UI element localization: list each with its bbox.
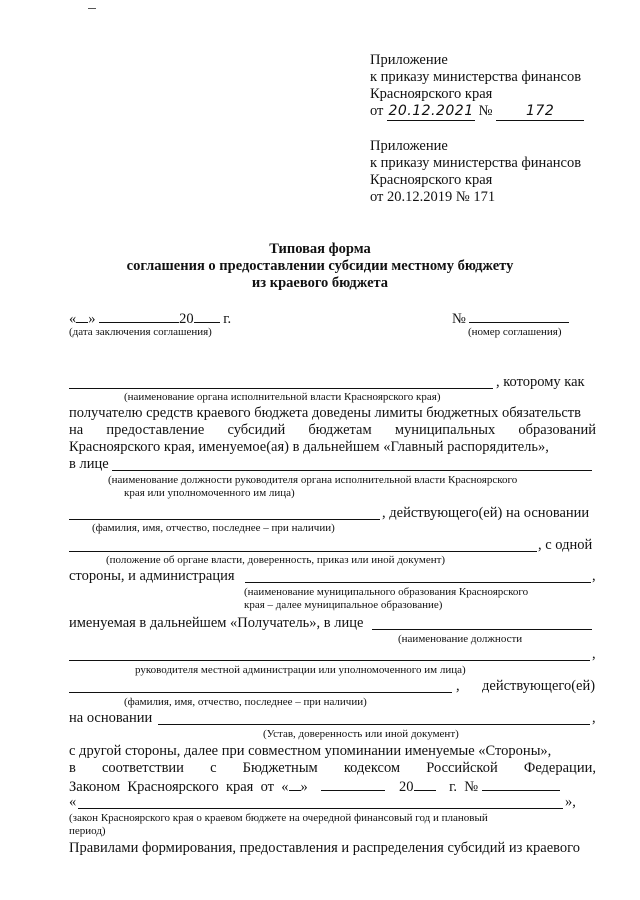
appendix-1-date-row: [370, 103, 584, 121]
law-day-blank[interactable]: [289, 777, 301, 791]
number-caption: (номер соглашения): [468, 326, 562, 338]
title-line3: из краевого бюджета: [251, 275, 389, 291]
appendix-2-line3: Красноярского края: [370, 172, 493, 188]
storony-text: стороны, и администрация: [69, 568, 235, 584]
p1-line3: Красноярского края, именуемое(ая) в дальнейшем «Главный распорядитель»,: [69, 439, 549, 455]
appendix-2-line2: к приказу министерства финансов: [370, 155, 582, 171]
fio2-caption: (фамилия, имя, отчество, последнее – при наличии): [124, 696, 367, 708]
ruk-blank[interactable]: [69, 660, 590, 661]
law-year-blank[interactable]: [414, 777, 436, 791]
municipality-blank[interactable]: [245, 582, 591, 583]
appendix-2-line1: Приложение: [370, 138, 448, 154]
organ-caption: (наименование органа исполнительной власти Красноярского края): [124, 391, 441, 403]
date-caption: (дата заключения соглашения): [69, 326, 212, 338]
appendix-1-line1: Приложение: [370, 52, 448, 68]
na-osnovanii-text: на основании: [69, 710, 153, 726]
imenuemaya-text: именуемая в дальнейшем «Получатель», в лице: [69, 615, 364, 631]
ustav-caption: (Устав, доверенность или иной документ): [263, 728, 459, 740]
appendix-2-line4: от 20.12.2019 № 171: [370, 189, 496, 205]
agreement-number-blank[interactable]: [469, 309, 569, 323]
dolzh-caption: (наименование должности: [398, 633, 523, 645]
kotoromu-text: , которому как: [496, 374, 585, 390]
p2-line1: с другой стороны, далее при совместном упоминании именуемые «Стороны»,: [69, 743, 552, 759]
p2-line3: Законом Красноярского края от « » 20 г. №: [69, 777, 560, 796]
law-number-blank[interactable]: [482, 777, 560, 791]
deystv-text: , действующего(ей) на основании: [382, 505, 590, 521]
law-month-blank[interactable]: [321, 777, 385, 791]
day-blank[interactable]: [76, 309, 88, 323]
handwritten-date: 20.12.2021: [388, 103, 474, 119]
fio-blank[interactable]: [69, 519, 380, 520]
agreement-number-row: №: [452, 309, 569, 328]
fio2-blank[interactable]: [69, 692, 452, 693]
municipality-caption-1: (наименование муниципального образования Красноярского: [244, 586, 529, 598]
appendix-1-line2: к приказу министерства финансов: [370, 69, 582, 85]
handwritten-number: 172: [496, 103, 584, 121]
law-name-blank[interactable]: [78, 808, 563, 809]
dolzh-blank[interactable]: [372, 629, 592, 630]
law-caption-1: (закон Красноярского края о краевом бюджете на очередной финансовый год и плановый: [69, 812, 488, 824]
ruk-caption: руководителя местной администрации или уполномоченного им лица): [135, 664, 466, 676]
agreement-date-row: « » 20 г.: [69, 311, 232, 327]
p2-line2: в соответствии с Бюджетным кодексом Российской Федерации,: [69, 760, 596, 776]
title-line1: Типовая форма: [269, 241, 371, 257]
doc-caption: (положение об органе власти, доверенность, приказ или иной документ): [106, 554, 446, 566]
organ-name-blank[interactable]: [69, 388, 493, 389]
ot-label: от: [370, 103, 384, 119]
p1-line2: на предоставление субсидий бюджетам муниципальных образований: [69, 422, 596, 438]
title-line2: соглашения о предоставлении субсидии местному бюджету: [126, 258, 514, 274]
appendix-1-line3: Красноярского края: [370, 86, 493, 102]
position-caption-2: края или уполномоченного им лица): [124, 487, 295, 499]
month-blank[interactable]: [99, 309, 179, 323]
law-caption-2: период): [69, 825, 106, 837]
p1-line1: получателю средств краевого бюджета доведены лимиты бюджетных обязательств: [69, 405, 581, 421]
position-caption-1: (наименование должности руководителя органа исполнительной власти Красноярского: [108, 474, 518, 486]
s-odnoy-text: , с одной: [538, 537, 593, 553]
v-lice-label: в лице: [69, 456, 109, 472]
year-blank[interactable]: [194, 309, 220, 323]
last-line: Правилами формирования, предоставления и распределения субсидий из краевого: [69, 840, 580, 856]
no-label: №: [478, 103, 493, 119]
scan-mark: [88, 8, 96, 9]
fio-caption: (фамилия, имя, отчество, последнее – при наличии): [92, 522, 335, 534]
municipality-caption-2: края – далее муниципальное образование): [244, 599, 443, 611]
deystv2-text: действующего(ей): [482, 678, 596, 694]
position-blank[interactable]: [112, 470, 592, 471]
doc-blank[interactable]: [69, 551, 537, 552]
ustav-blank[interactable]: [158, 724, 590, 725]
